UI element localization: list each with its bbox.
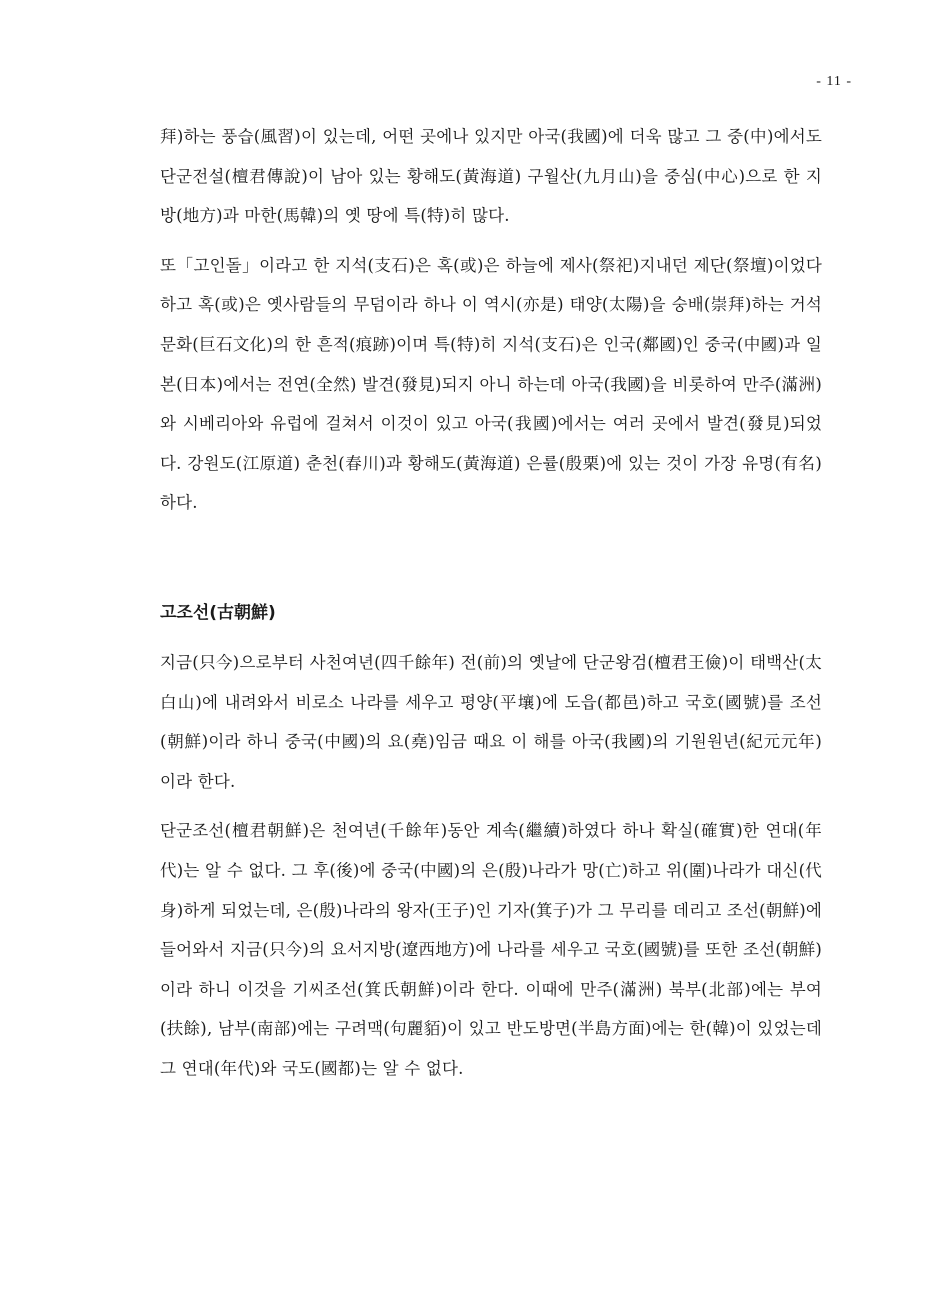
paragraph-dolmen-customs: 拜)하는 풍습(風習)이 있는데, 어떤 곳에나 있지만 아국(我國)에 더욱 많고 그 중(中)에서도 단군전설(檀君傳說)이 남아 있는 황해도(黃海道) 구월산(九月山)을 중심(中心)으로 한 지방(地方)과 마한(馬韓)의 옛 땅에 특(特)히 많다. (160, 127, 822, 226)
section-heading-gojoseon: 고조선(古朝鮮) (160, 602, 276, 623)
paragraph-dangun-founding: 지금(只今)으로부터 사천여년(四千餘年) 전(前)의 옛날에 단군왕검(檀君王儉)이 태백산(太白山)에 내려와서 비로소 나라를 세우고 평양(平壤)에 도읍(都邑)하고 국호(國號)를 조선(朝鮮)이라 하니 중국(中國)의 요(堯)임금 때요 이 해를 아국(我國)의 기원원년(紀元元年)이라 한다. (160, 652, 822, 791)
page-body (160, 117, 822, 1088)
paragraph-dangun-joseon: 단군조선(檀君朝鮮)은 천여년(千餘年)동안 계속(繼續)하였다 하나 확실(確實)한 연대(年代)는 알 수 없다. 그 후(後)에 중국(中國)의 은(殷)나라가 망(亡)하고 위(圍)나라가 대신(代身)하게 되었는데, 은(殷)나라의 왕자(王子)인 기자(箕子)가 그 무리를 데리고 조선(朝鮮)에 들어와서 지금(只今)의 요서지방(遼西地方)에 나라를 세우고 국호(國號)를 또한 조선(朝鮮)이라 하니 이것을 기씨조선(箕氏朝鮮)이라 한다. 이때에 만주(滿洲) 북부(北部)에는 부여(扶餘), 남부(南部)에는 구려맥(句麗貊)이 있고 반도방면(半島方面)에는 한(韓)이 있었는데 그 연대(年代)와 국도(國都)는 알 수 없다. (160, 821, 822, 1078)
paragraph-goindol: 또「고인돌」이라고 한 지석(支石)은 혹(或)은 하늘에 제사(祭祀)지내던 제단(祭壇)이었다 하고 혹(或)은 옛사람들의 무덤이라 하나 이 역시(亦是) 태양(太陽)을 숭배(崇拜)하는 거석문화(巨石文化)의 한 흔적(痕跡)이며 특(特)히 지석(支石)은 인국(鄰國)인 중국(中國)과 일본(日本)에서는 전연(全然) 발견(發見)되지 아니 하는데 아국(我國)을 비롯하여 만주(滿洲)와 시베리아와 유럽에 걸쳐서 이것이 있고 아국(我國)에서는 여러 곳에서 발견(發見)되었다. 강원도(江原道) 춘천(春川)과 황해도(黃海道) 은률(殷栗)에 있는 것이 가장 유명(有名)하다. (160, 255, 822, 513)
page-number: - 11 - (816, 74, 852, 89)
